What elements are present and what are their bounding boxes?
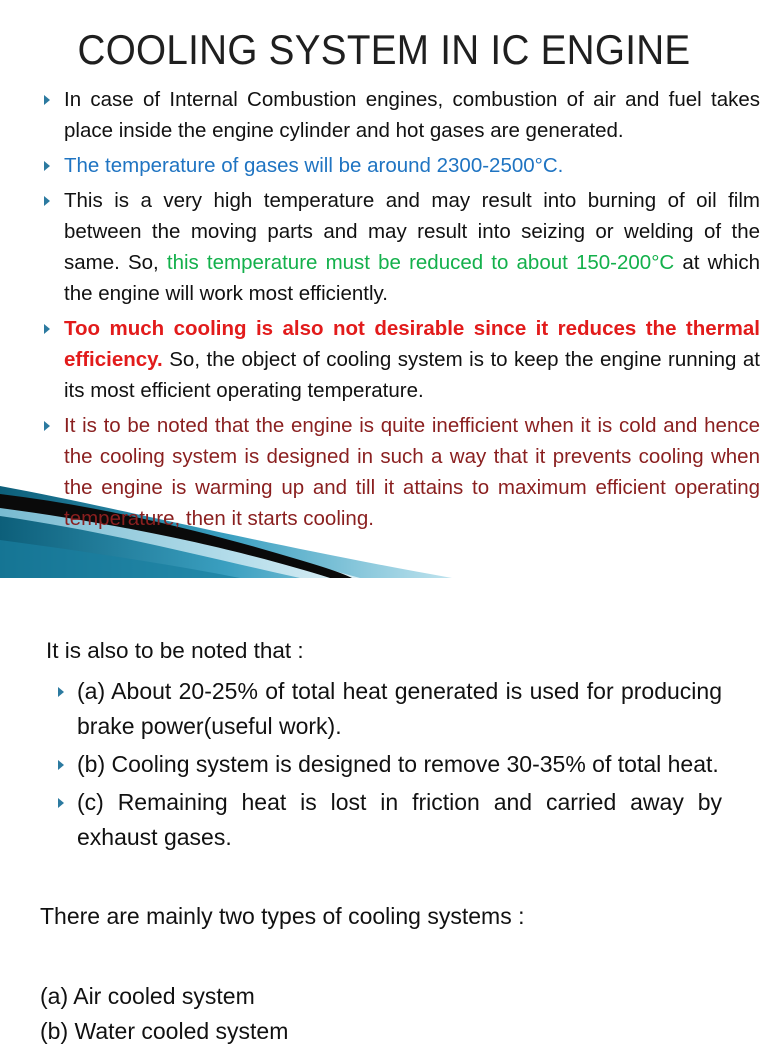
bullet-text: It is to be noted that the engine is quite inefficient when it is cold and hence the cooling system is designed in such a way that it prevents cooling when the engine is warming up and till it attains to maximum efficient operating temperature, then it starts cooling. — [64, 414, 760, 530]
bullet-item-cold-engine — [42, 410, 760, 534]
intro-text: It is also to be noted that : — [46, 638, 304, 663]
page-title: COOLING SYSTEM IN IC ENGINE — [77, 26, 691, 73]
list-item-text: (b) Cooling system is designed to remove 30-35% of total heat. — [77, 751, 719, 777]
list-item-text: (a) About 20-25% of total heat generated is used for producing brake power(useful work). — [77, 678, 722, 739]
bullet-text: In case of Internal Combustion engines, combustion of air and fuel takes place inside the engine cylinder and hot gases are generated. — [64, 88, 760, 142]
bullet-text: The temperature of gases will be around 2300-2500°C. — [64, 154, 564, 177]
triangle-bullet-icon — [58, 687, 64, 697]
triangle-bullet-icon — [58, 760, 64, 770]
bullet-text: at which the engine will work most efficiently. — [64, 251, 760, 305]
triangle-bullet-icon — [58, 798, 64, 808]
types-heading: There are mainly two types of cooling systems : — [40, 903, 525, 929]
warning-text: Too much cooling is also not desirable since it reduces the thermal efficiency. — [64, 317, 760, 371]
triangle-bullet-icon — [44, 196, 50, 206]
bullet-item-too-much-cooling — [42, 313, 760, 406]
list-item-text: (c) Remaining heat is lost in friction and carried away by exhaust gases. — [77, 789, 722, 850]
slide-2 — [0, 578, 768, 1044]
list-item — [56, 674, 722, 744]
highlight-text: this temperature must be reduced to about 150-200°C — [166, 251, 675, 274]
bullet-item-gas-temperature — [42, 150, 760, 181]
bullet-list — [42, 84, 760, 538]
bullet-item-combustion — [42, 84, 760, 146]
bullet-text: So, the object of cooling system is to keep the engine running at its most efficient operating temperature. — [64, 348, 760, 402]
triangle-bullet-icon — [44, 95, 50, 105]
bullet-item-high-temperature — [42, 185, 760, 309]
type-air-cooled: (a) Air cooled system — [40, 983, 255, 1009]
triangle-bullet-icon — [44, 324, 50, 334]
triangle-bullet-icon — [44, 161, 50, 171]
bullet-text: This is a very high temperature and may result into burning of oil film between the moving parts and may result into seizing or welding of the same. So, — [64, 189, 760, 274]
triangle-bullet-icon — [44, 421, 50, 431]
heat-distribution-list — [56, 674, 722, 858]
type-water-cooled: (b) Water cooled system — [40, 1018, 289, 1044]
list-item — [56, 785, 722, 855]
list-item — [56, 747, 722, 782]
